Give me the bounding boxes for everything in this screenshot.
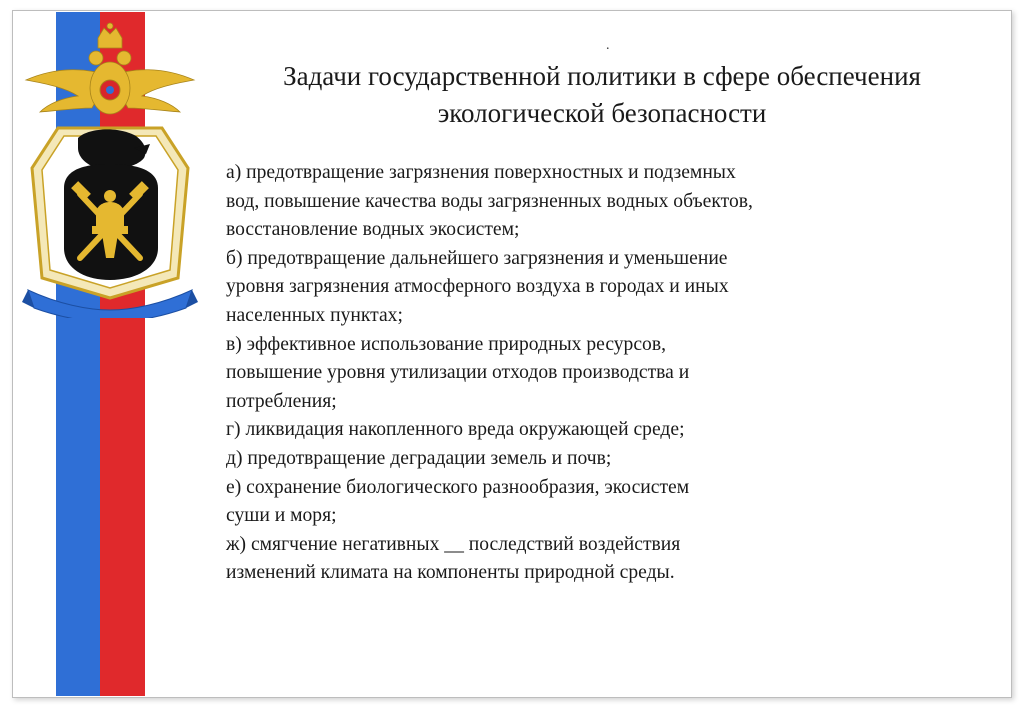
page-title [222, 58, 982, 132]
body-line: вод, повышение качества воды загрязненных водных объектов, [226, 190, 753, 212]
body-line: населенных пунктах; [226, 304, 403, 326]
body-line: восстановление водных экосистем; [226, 219, 520, 241]
body-line: повышение уровня утилизации отходов производства и [226, 362, 690, 384]
title-line-1: Задачи государственной политики в сфере обеспечения [283, 61, 921, 91]
prosecutor-emblem-icon [18, 18, 202, 318]
tasks-list [226, 159, 886, 588]
body-line: изменений климата на компоненты природной среды. [226, 562, 675, 584]
body-line: в) эффективное использование природных ресурсов, [226, 333, 666, 355]
body-line: е) сохранение биологического разнообразия, экосистем [226, 476, 690, 498]
body-line: уровня загрязнения атмосферного воздуха в городах и иных [226, 276, 729, 298]
body-line: а) предотвращение загрязнения поверхностных и подземных [226, 162, 736, 183]
body-line: д) предотвращение деградации земель и почв; [226, 447, 612, 469]
body-line: потребления; [226, 390, 337, 412]
body-line: г) ликвидация накопленного вреда окружающей среде; [226, 419, 685, 441]
body-line: суши и моря; [226, 505, 337, 527]
body-line: б) предотвращение дальнейшего загрязнения и уменьшение [226, 247, 728, 269]
title-dot: . [606, 38, 610, 53]
title-line-2: экологической безопасности [437, 98, 767, 128]
body-line: ж) смягчение негативных __ последствий воздействия [226, 533, 681, 555]
